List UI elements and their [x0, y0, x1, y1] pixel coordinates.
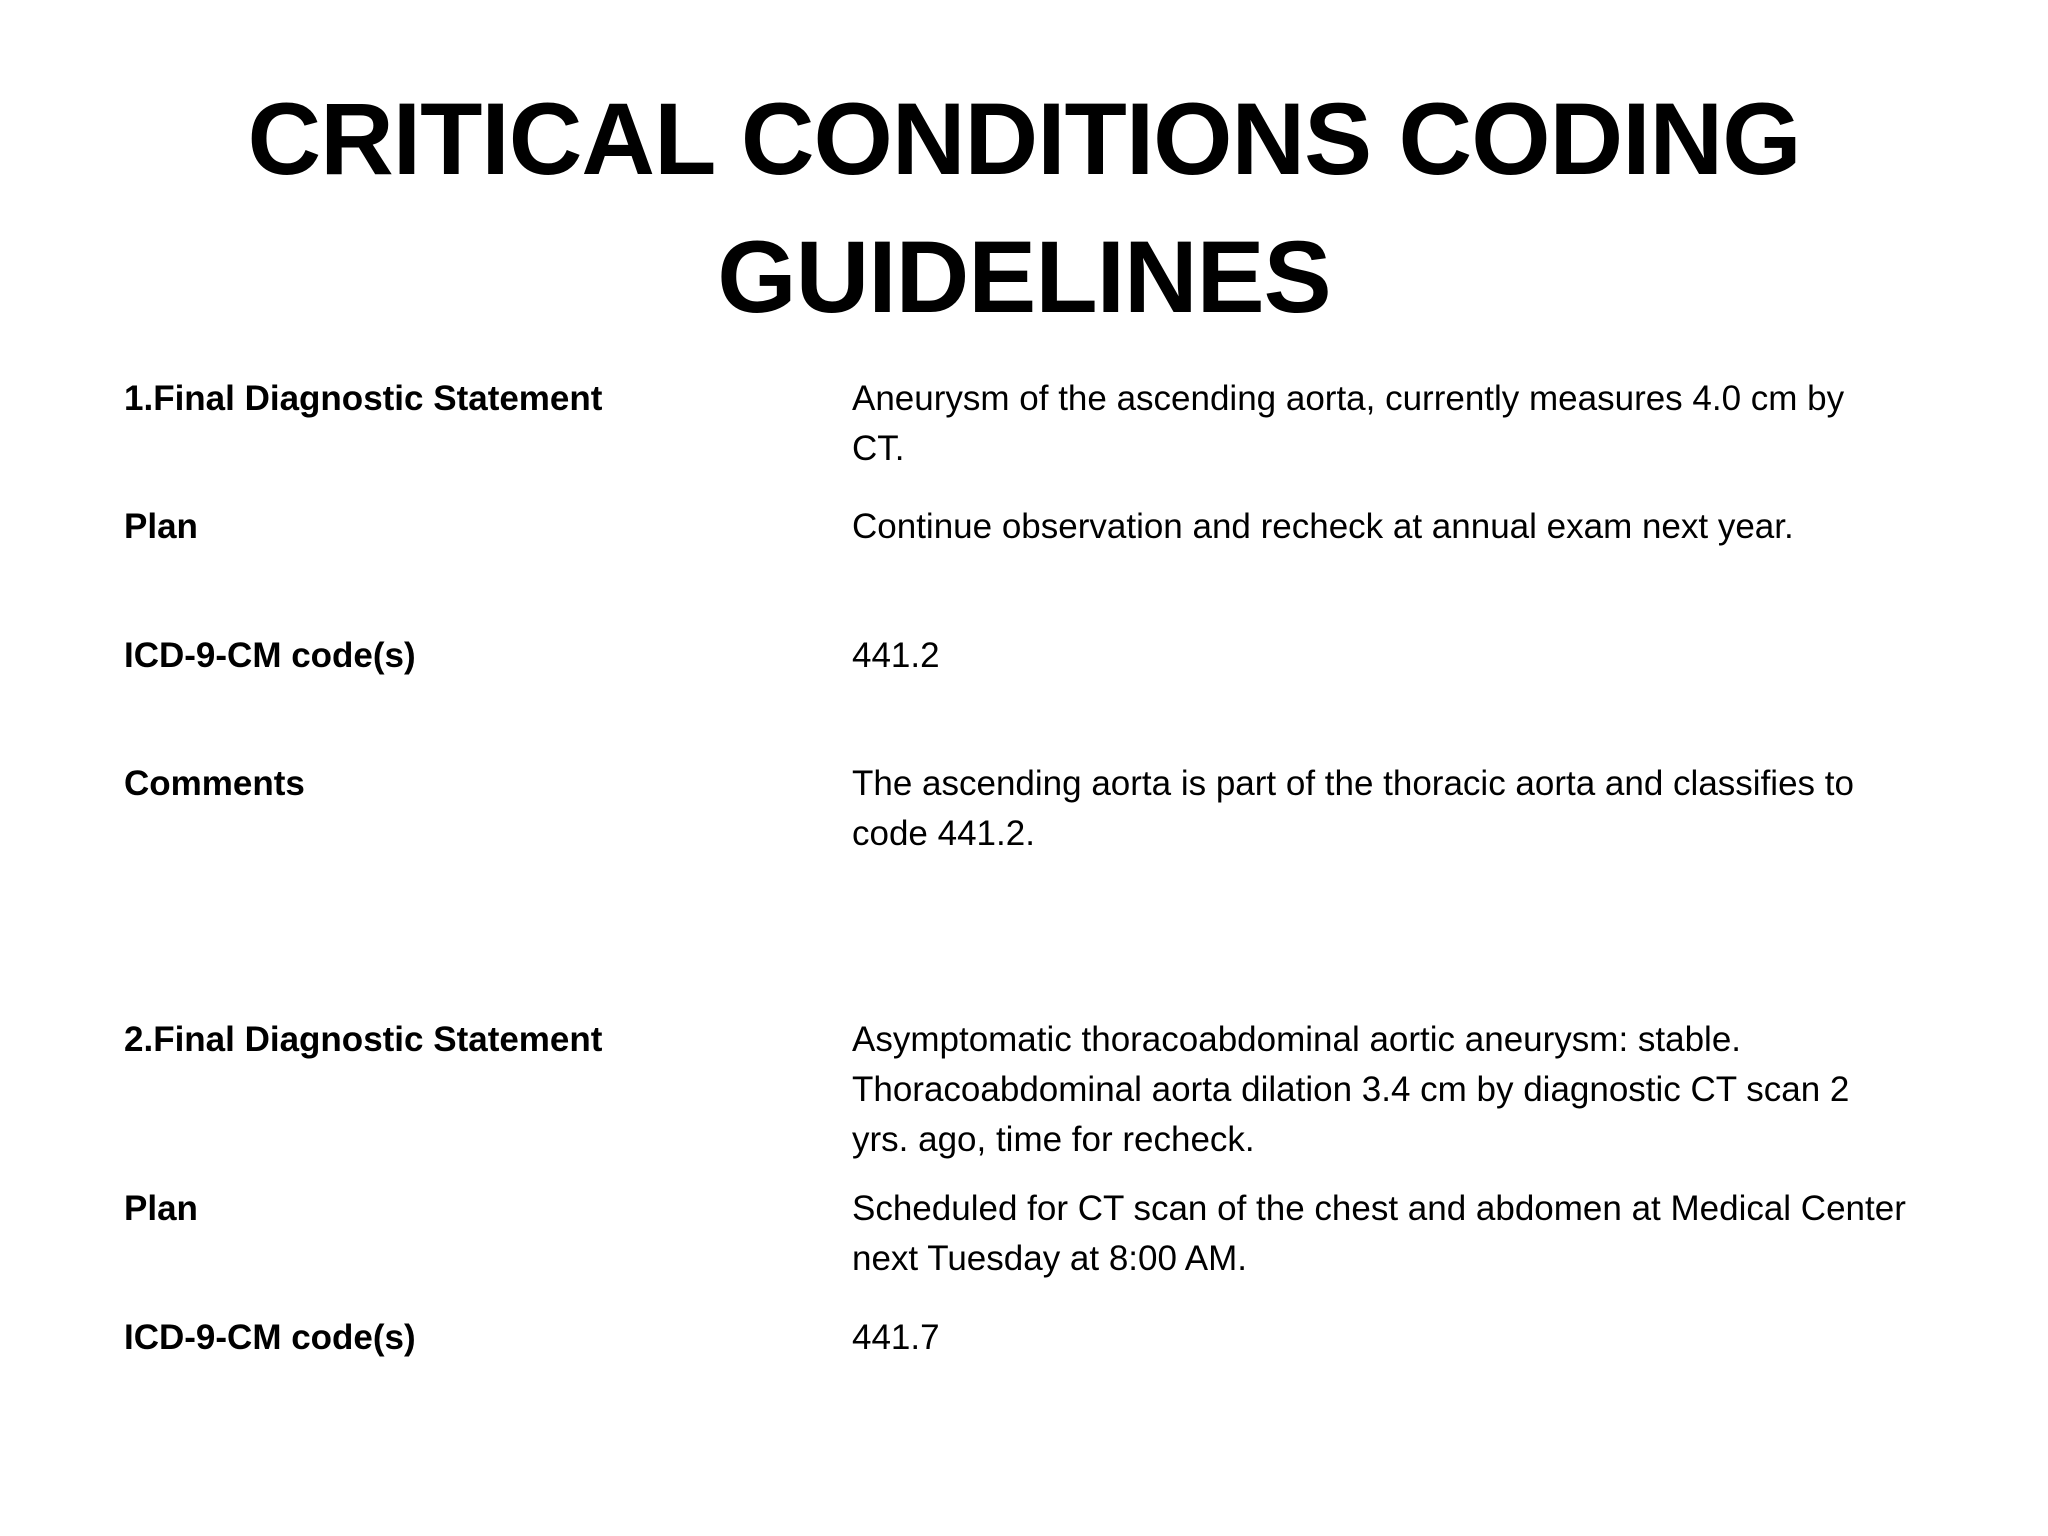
case1-comments-value-line-1: The ascending aorta is part of the thoracic aorta and classifies to — [852, 764, 1854, 803]
case2-diagnostic-value — [852, 1015, 1972, 1165]
case2-diagnostic-value-line-2: Thoracoabdominal aorta dilation 3.4 cm by diagnostic CT scan 2 — [852, 1070, 1850, 1109]
case1-code-value: 441.2 — [852, 636, 940, 675]
case1-diagnostic-value — [852, 374, 1972, 474]
page-title-line-2: GUIDELINES — [717, 220, 1331, 334]
case2-diagnostic-value-line-1: Asymptomatic thoracoabdominal aortic aneurysm: stable. — [852, 1020, 1742, 1059]
case2-code-value: 441.7 — [852, 1318, 940, 1357]
case1-diagnostic-label: 1.Final Diagnostic Statement — [124, 379, 603, 418]
case2-plan-value-line-1: Scheduled for CT scan of the chest and abdomen at Medical Center — [852, 1189, 1906, 1228]
case2-diagnostic-value-line-3: yrs. ago, time for recheck. — [852, 1120, 1255, 1159]
case1-code-label: ICD-9-CM code(s) — [124, 636, 416, 675]
case1-comments-label: Comments — [124, 764, 305, 803]
case1-diagnostic-value-line-2: CT. — [852, 429, 905, 468]
case2-code-label: ICD-9-CM code(s) — [124, 1318, 416, 1357]
case2-plan-label: Plan — [124, 1189, 198, 1228]
case1-comments-value — [852, 759, 1972, 859]
case1-plan-value: Continue observation and recheck at annual exam next year. — [852, 507, 1794, 546]
case2-plan-value — [852, 1184, 1972, 1284]
page-title-line-1: CRITICAL CONDITIONS CODING — [247, 82, 1801, 196]
case2-diagnostic-label: 2.Final Diagnostic Statement — [124, 1020, 603, 1059]
case1-diagnostic-value-line-1: Aneurysm of the ascending aorta, currently measures 4.0 cm by — [852, 379, 1845, 418]
case2-plan-value-line-2: next Tuesday at 8:00 AM. — [852, 1239, 1247, 1278]
page-title — [0, 70, 2048, 346]
case1-comments-value-line-2: code 441.2. — [852, 814, 1035, 853]
case1-plan-label: Plan — [124, 507, 198, 546]
